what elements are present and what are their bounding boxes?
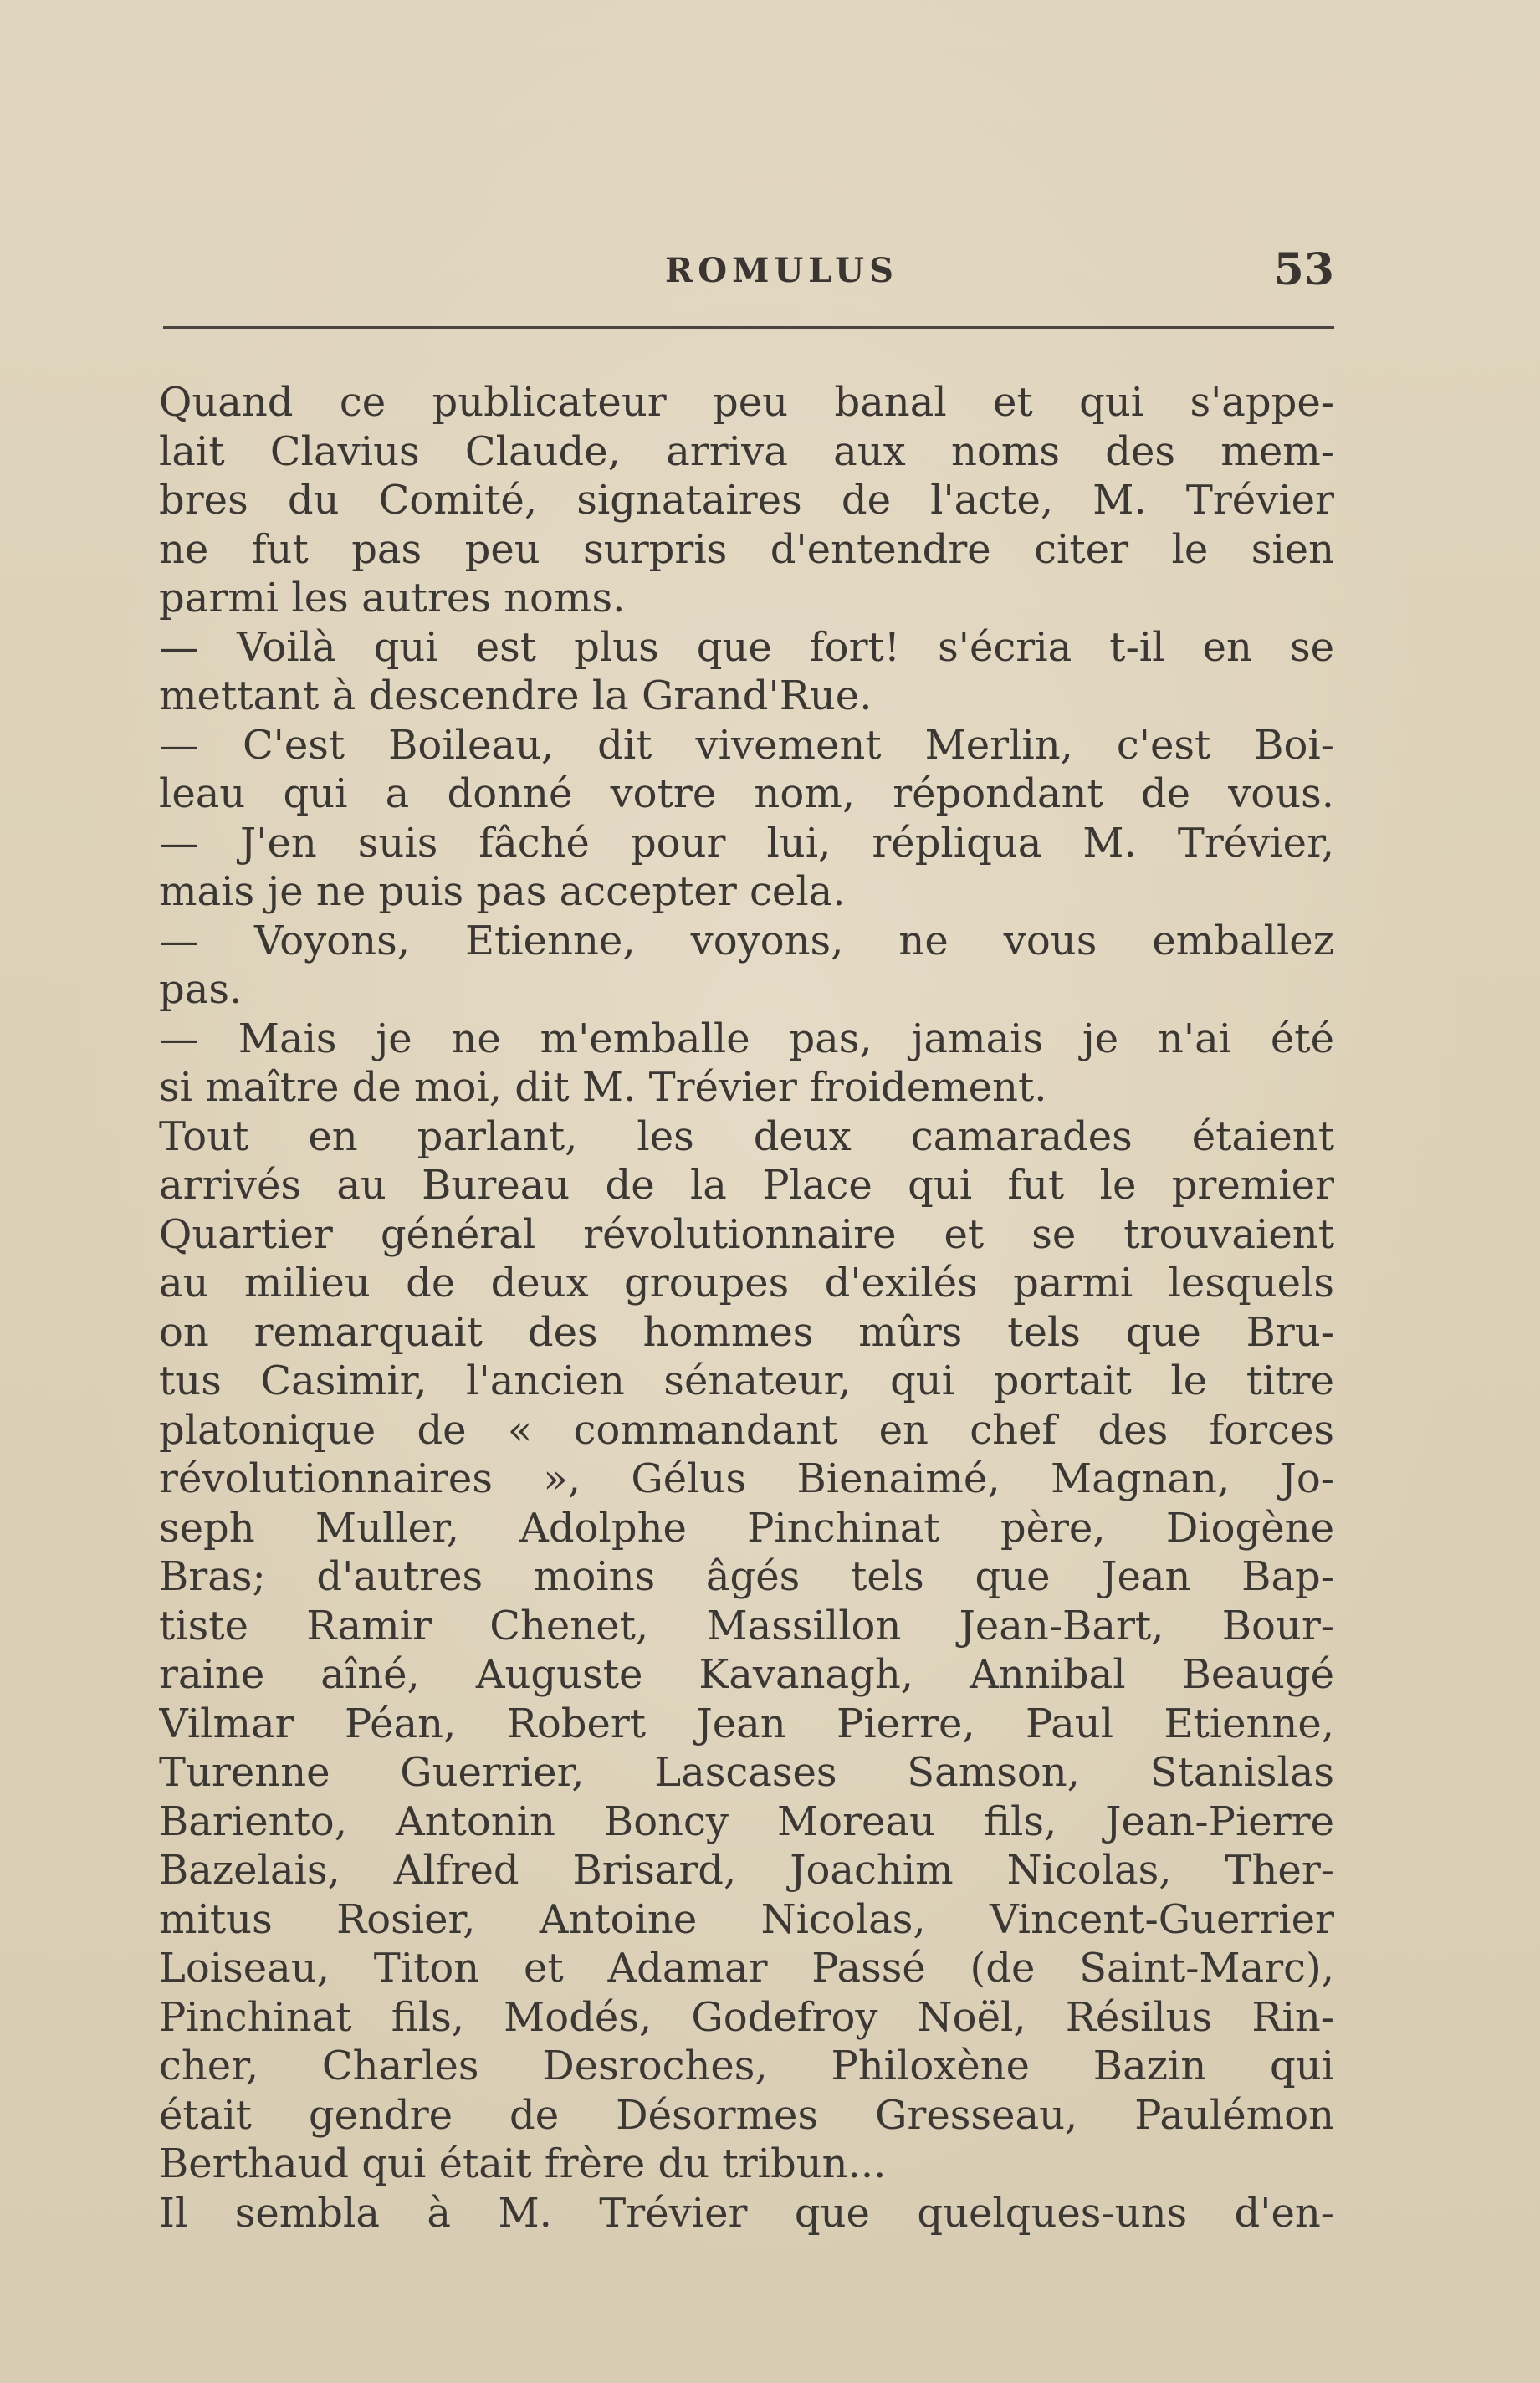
text-line: révolutionnaires », Gélus Bienaimé, Magnan, Jo- [159, 1455, 1334, 1502]
text-line: seph Muller, Adolphe Pinchinat père, Diogène [159, 1504, 1334, 1552]
text-line: si maître de moi, dit M. Trévier froidement. [159, 1064, 1047, 1111]
text-line: — Voyons, Etienne, voyons, ne vous emballez [159, 917, 1334, 964]
text-line: Bariento, Antonin Boncy Moreau fils, Jean-Pierre [159, 1797, 1334, 1845]
text-line: Il sembla à M. Trévier que quelques-uns d'en- [159, 2189, 1334, 2237]
text-line: platonique de « commandant en chef des forces [159, 1406, 1334, 1454]
text-line: Vilmar Péan, Robert Jean Pierre, Paul Etienne, [159, 1700, 1334, 1747]
text-line: — Mais je ne m'emballe pas, jamais je n'ai été [159, 1015, 1334, 1062]
text-line: bres du Comité, signataires de l'acte, M. Trévier [159, 477, 1334, 524]
text-line: pas. [159, 966, 243, 1013]
text-line: — C'est Boileau, dit vivement Merlin, c'est Boi- [159, 721, 1334, 769]
text-line: Tout en parlant, les deux camarades étaient [159, 1112, 1334, 1160]
text-line: Bras; d'autres moins âgés tels que Jean Bap- [159, 1553, 1334, 1600]
text-line: Pinchinat fils, Modés, Godefroy Noël, Résilus Rin- [159, 1993, 1334, 2041]
text-line: mettant à descendre la Grand'Rue. [159, 672, 872, 719]
text-line: cher, Charles Desroches, Philoxène Bazin qui [159, 2043, 1334, 2089]
text-line: Quand ce publicateur peu banal et qui s'appe- [159, 379, 1334, 426]
text-line: Turenne Guerrier, Lascases Samson, Stanislas [159, 1749, 1334, 1796]
text-line: lait Clavius Claude, arriva aux noms des mem- [159, 427, 1334, 475]
text-line: Berthaud qui était frère du tribun... [159, 2140, 887, 2187]
text-line: Loiseau, Titon et Adamar Passé (de Saint-Marc), [159, 1945, 1334, 1992]
running-head [163, 243, 1334, 301]
text-line: leau qui a donné votre nom, répondant de vous. [159, 770, 1334, 817]
running-title: ROMULUS [665, 251, 898, 290]
header-rule [163, 326, 1334, 329]
body-text [159, 378, 1334, 2237]
text-line: tiste Ramir Chenet, Massillon Jean-Bart, Bour- [159, 1602, 1334, 1649]
text-line: on remarquait des hommes mûrs tels que Bru- [159, 1308, 1334, 1356]
page-number: 53 [1273, 244, 1334, 295]
text-line: parmi les autres noms. [159, 575, 626, 621]
text-line: arrivés au Bureau de la Place qui fut le premier [159, 1162, 1334, 1209]
text-line: — Voilà qui est plus que fort! s'écria t-il en se [159, 623, 1334, 671]
text-line: Bazelais, Alfred Brisard, Joachim Nicolas, Ther- [159, 1847, 1334, 1894]
text-line: était gendre de Désormes Gresseau, Paulémon [159, 2091, 1334, 2139]
text-line: tus Casimir, l'ancien sénateur, qui portait le titre [159, 1358, 1334, 1404]
text-line: mais je ne puis pas accepter cela. [159, 868, 846, 915]
text-line: Quartier général révolutionnaire et se trouvaient [159, 1210, 1334, 1258]
text-line: raine aîné, Auguste Kavanagh, Annibal Beaugé [159, 1651, 1334, 1698]
text-line: au milieu de deux groupes d'exilés parmi lesquels [159, 1260, 1334, 1307]
text-line: — J'en suis fâché pour lui, répliqua M. Trévier, [159, 819, 1334, 867]
text-line: ne fut pas peu surpris d'entendre citer le sien [159, 525, 1334, 573]
text-line: mitus Rosier, Antoine Nicolas, Vincent-Guerrier [159, 1895, 1334, 1943]
